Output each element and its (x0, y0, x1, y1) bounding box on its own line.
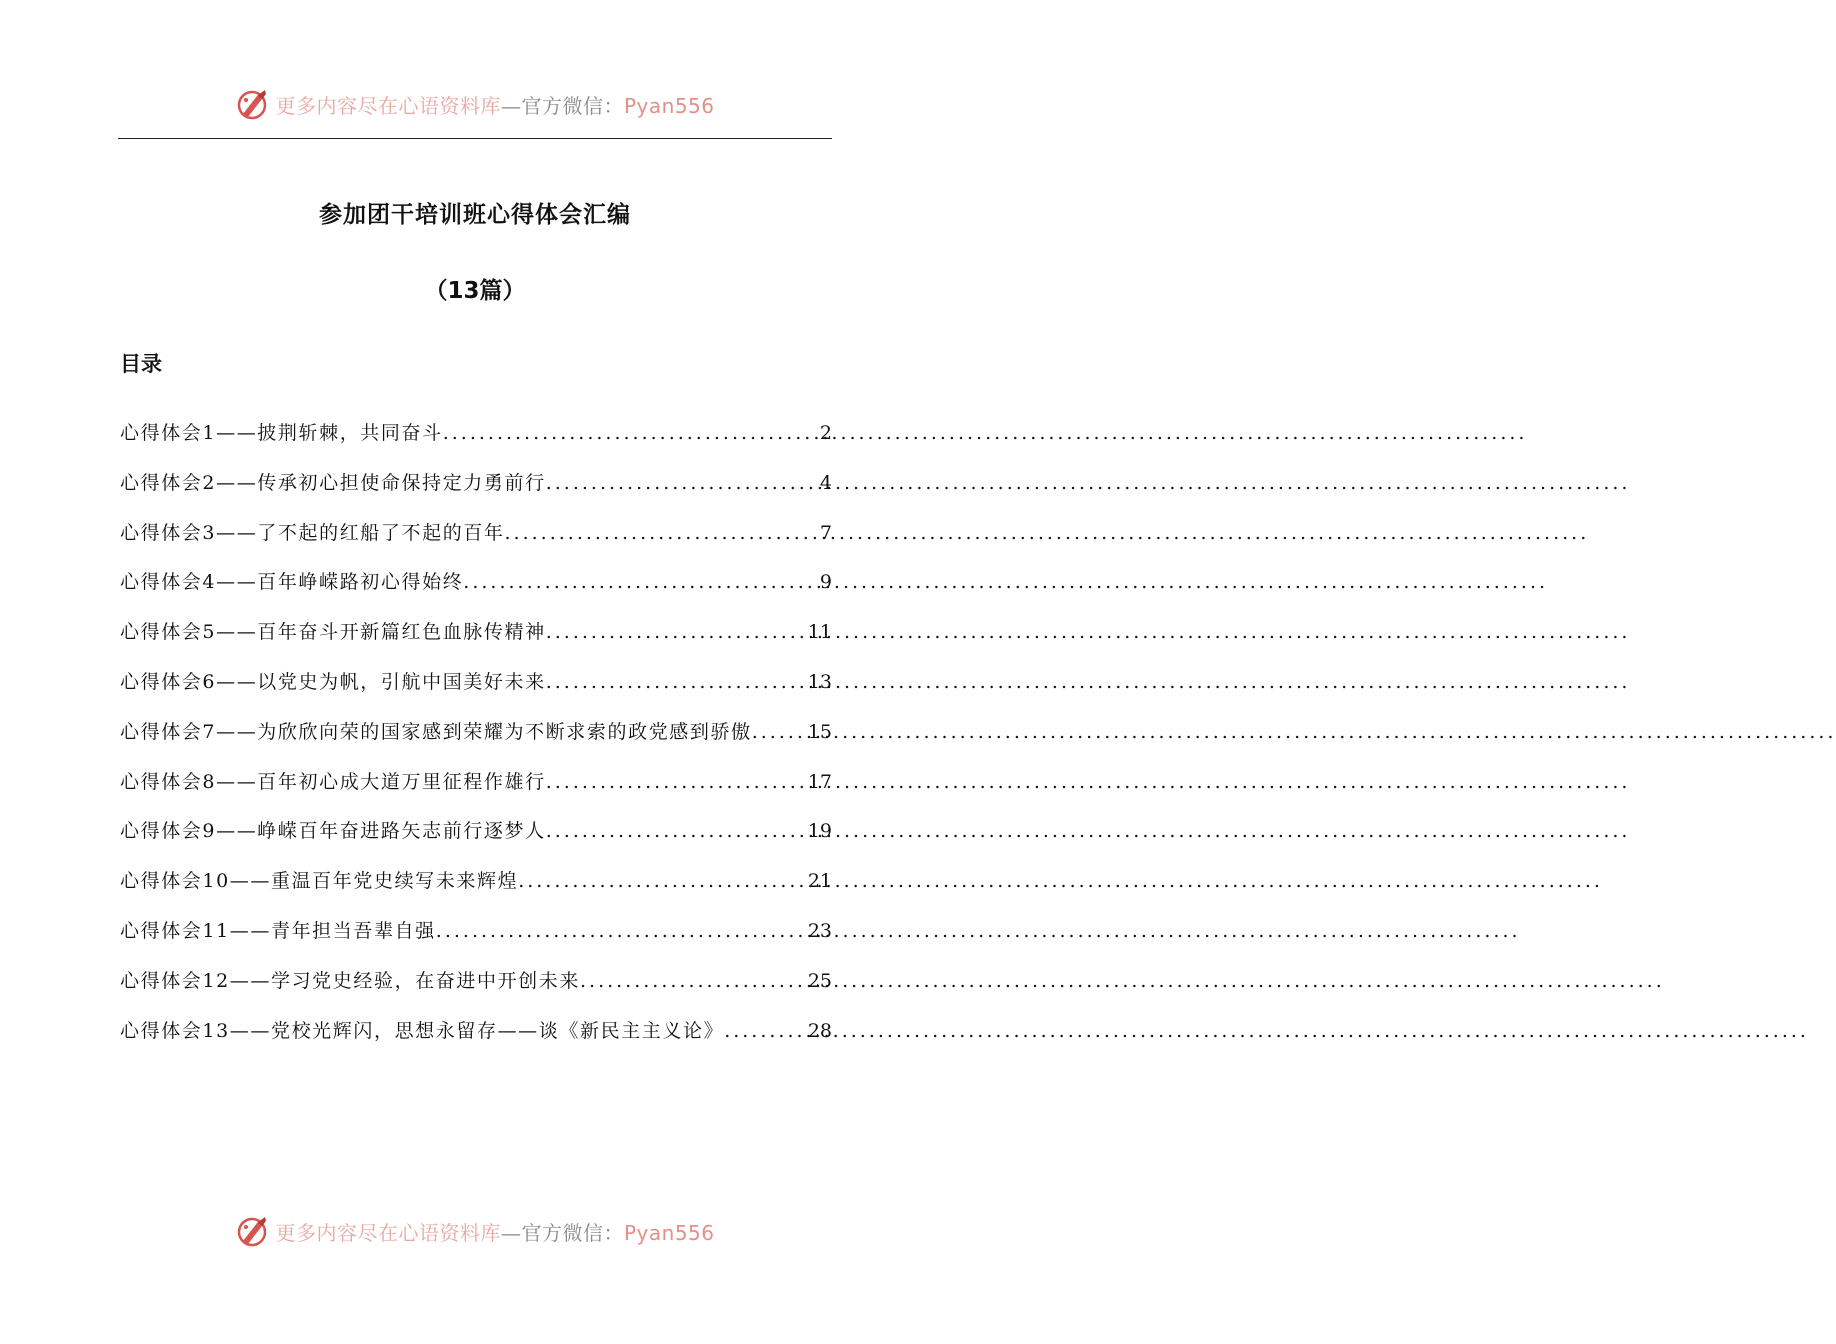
toc-leader-dots (436, 920, 806, 942)
toc-entry[interactable] (120, 866, 832, 916)
toc-entry-title: 心得体会8——百年初心成大道万里征程作雄行 (120, 770, 546, 793)
header-divider (118, 138, 832, 139)
toc-entry-page: 11 (807, 621, 832, 644)
table-of-contents (120, 418, 832, 1065)
toc-entry-page: 15 (807, 720, 832, 743)
toc-leader-dots (546, 621, 806, 643)
toc-leader-dots (443, 422, 818, 444)
toc-entry[interactable] (120, 966, 832, 1016)
toc-entry-title: 心得体会6——以党史为帆，引航中国美好未来 (120, 670, 546, 693)
toc-leader-dots (724, 1020, 806, 1042)
toc-leader-dots (752, 721, 806, 743)
toc-entry-page: 21 (807, 870, 832, 893)
watermark-wechat-label: —官方微信： (500, 93, 624, 118)
toc-entry-page: 2 (819, 422, 832, 444)
toc-entry[interactable] (120, 717, 832, 767)
toc-leader-dots (546, 771, 806, 793)
watermark-wechat-label: —官方微信： (500, 1220, 624, 1245)
toc-entry-title: 心得体会7——为欣欣向荣的国家感到荣耀为不断求索的政党感到骄傲 (120, 720, 752, 743)
toc-heading: 目录 (120, 352, 162, 376)
watermark-wechat-id: Pyan556 (623, 1220, 715, 1245)
watermark-text (275, 90, 714, 119)
toc-entry[interactable] (120, 567, 832, 617)
toc-entry-title: 心得体会3——了不起的红船了不起的百年 (120, 521, 505, 544)
toc-entry[interactable] (120, 816, 832, 866)
pen-logo-icon (235, 1213, 271, 1249)
watermark-text (275, 1217, 714, 1246)
toc-entry-page: 23 (807, 919, 832, 942)
header-watermark-banner (0, 82, 950, 126)
toc-entry-page: 17 (807, 770, 832, 793)
toc-entry-title: 心得体会10——重温百年党史续写未来辉煌 (120, 870, 519, 893)
toc-entry[interactable] (120, 418, 832, 468)
toc-entry[interactable] (120, 767, 832, 817)
toc-leader-dots (505, 522, 818, 544)
toc-leader-dots (546, 671, 806, 693)
toc-entry-title: 心得体会11——青年担当吾辈自强 (120, 919, 436, 942)
toc-leader-dots (546, 820, 806, 842)
watermark-site-name: 更多内容尽在心语资料库 (275, 93, 501, 118)
toc-entry-page: 9 (819, 571, 832, 594)
watermark-site-name: 更多内容尽在心语资料库 (275, 1220, 501, 1245)
toc-entry-title: 心得体会4——百年峥嵘路初心得始终 (120, 571, 464, 594)
toc-entry-page: 7 (819, 521, 832, 544)
toc-entry-page: 28 (807, 1019, 832, 1042)
toc-entry[interactable] (120, 617, 832, 667)
toc-entry[interactable] (120, 667, 832, 717)
toc-entry-title: 心得体会1——披荆斩棘，共同奋斗 (120, 422, 443, 444)
toc-leader-dots (580, 970, 806, 992)
toc-entry-title: 心得体会5——百年奋斗开新篇红色血脉传精神 (120, 621, 546, 644)
toc-entry-page: 4 (819, 471, 832, 494)
toc-entry-title: 心得体会9——峥嵘百年奋进路矢志前行逐梦人 (120, 820, 546, 843)
document-title: 参加团干培训班心得体会汇编 (319, 202, 631, 228)
toc-leader-dots (463, 571, 818, 593)
toc-entry-page: 19 (807, 820, 832, 843)
toc-entry[interactable] (120, 468, 832, 518)
pen-logo-icon (235, 86, 271, 122)
toc-leader-dots (546, 472, 818, 494)
toc-entry-page: 13 (807, 670, 832, 693)
toc-leader-dots (518, 870, 806, 892)
toc-entry-title: 心得体会12——学习党史经验，在奋进中开创未来 (120, 969, 580, 992)
toc-entry-title: 心得体会13——党校光辉闪，思想永留存——谈《新民主主义论》 (120, 1019, 725, 1042)
document-subtitle: （13篇） (424, 278, 526, 304)
toc-entry[interactable] (120, 518, 832, 568)
toc-entry[interactable] (120, 916, 832, 966)
toc-entry-title: 心得体会2——传承初心担使命保持定力勇前行 (120, 471, 546, 494)
toc-entry-page: 25 (807, 969, 832, 992)
watermark-wechat-id: Pyan556 (623, 93, 715, 118)
toc-entry[interactable] (120, 1016, 832, 1066)
footer-watermark-banner (0, 1209, 950, 1253)
